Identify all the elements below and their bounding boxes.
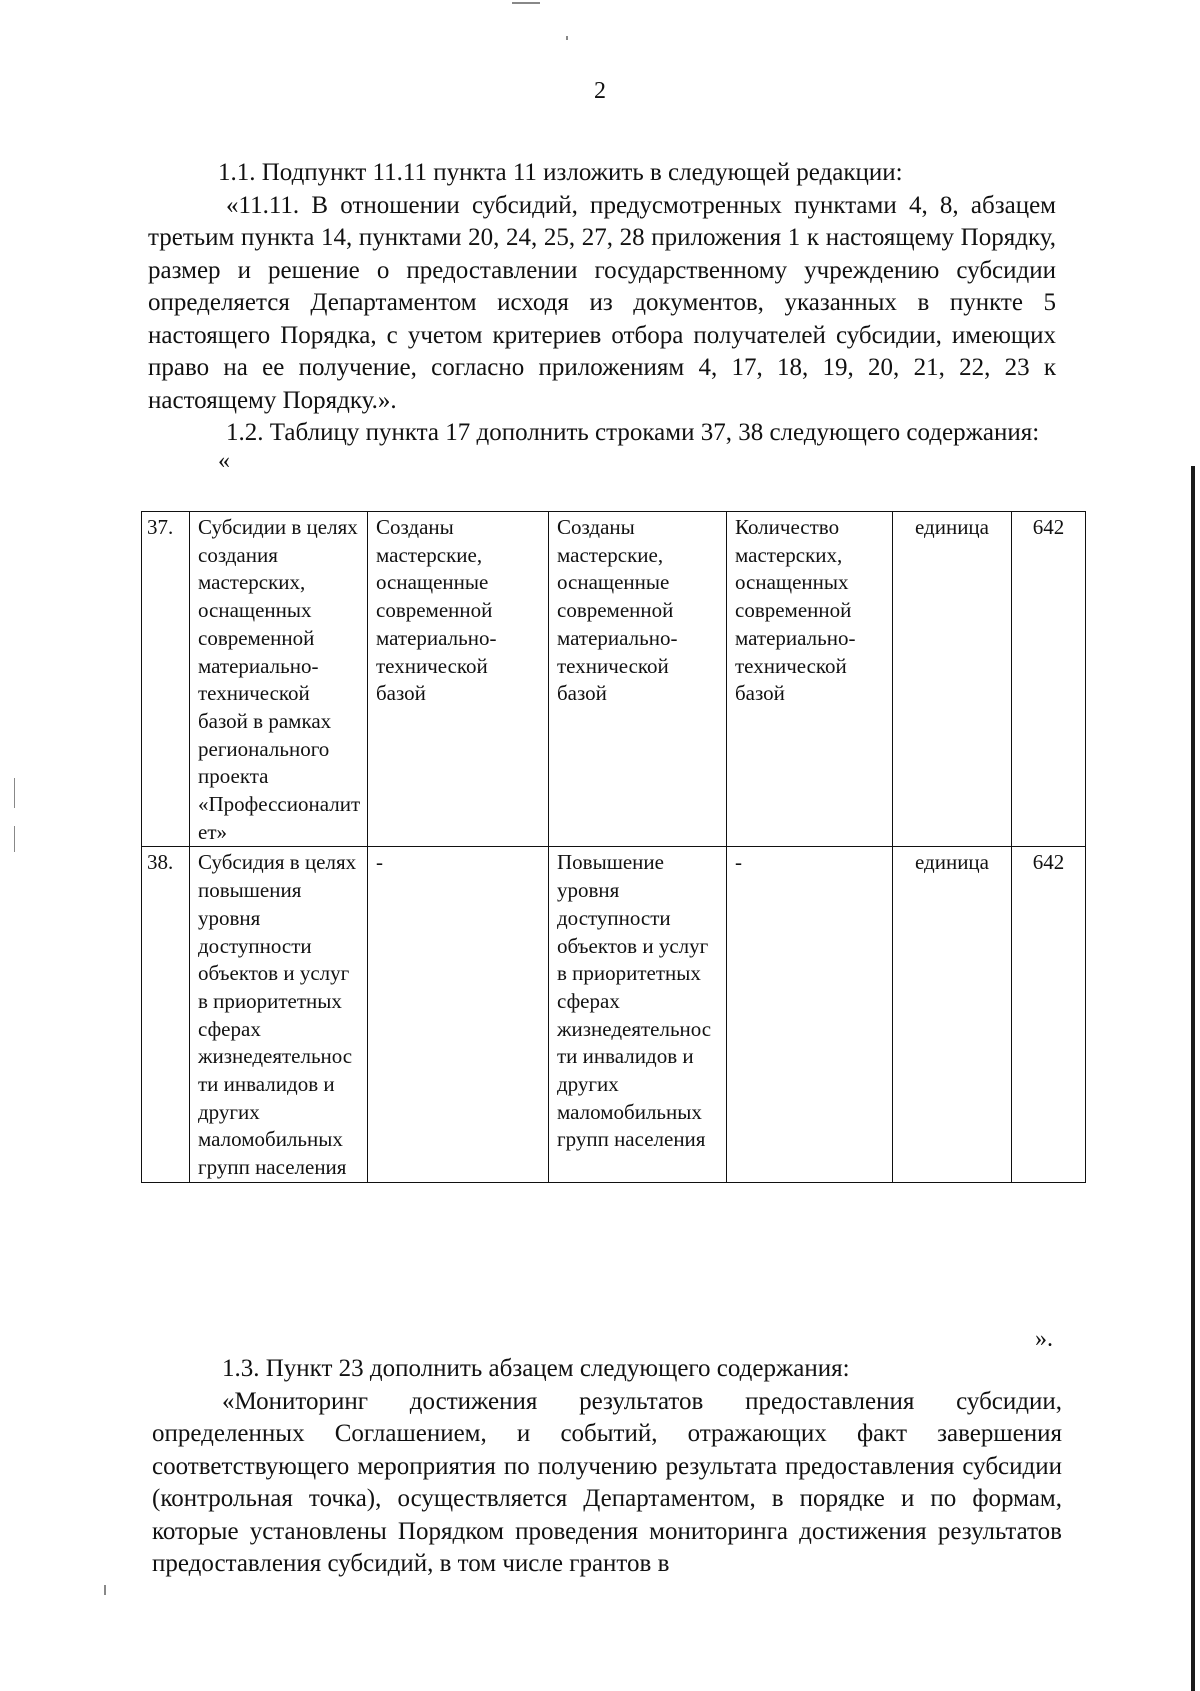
scan-speck	[104, 1585, 106, 1595]
table-row	[142, 847, 1086, 1182]
top-text	[148, 157, 1056, 472]
row-number: 37.	[142, 512, 190, 847]
bottom-text	[152, 1353, 1062, 1581]
scan-speck	[566, 36, 568, 40]
row-number: 38.	[142, 847, 190, 1182]
result-cell: -	[368, 847, 549, 1182]
result-description-cell: Созданы мастерские, оснащенные современной материально-технической базой	[549, 512, 727, 847]
quote-close: ».	[1035, 1326, 1053, 1352]
unit-cell: единица	[893, 847, 1012, 1182]
scan-edge-line	[1191, 466, 1195, 1691]
scan-speck	[14, 826, 15, 852]
paragraph-1-3: 1.3. Пункт 23 дополнить абзацем следующего содержания:	[222, 1355, 850, 1382]
table-row	[142, 512, 1086, 847]
indicator-table	[141, 511, 1086, 1183]
subsidy-name-cell: Субсидии в целях создания мастерских, оснащенных современной материально-технической базой в рамках регионального проекта «Профессионалитет»	[190, 512, 368, 847]
indicator-cell: -	[727, 847, 893, 1182]
result-cell: Созданы мастерские, оснащенные современной материально-технической базой	[368, 512, 549, 847]
scan-speck	[14, 778, 15, 808]
okei-code-cell: 642	[1012, 512, 1086, 847]
result-description-cell: Повышение уровня доступности объектов и услуг в приоритетных сферах жизнедеятельности инвалидов и других маломобильных групп населения	[549, 847, 727, 1182]
indicator-cell: Количество мастерских, оснащенных современной материально-технической базой	[727, 512, 893, 847]
subsidy-name-cell: Субсидия в целях повышения уровня доступности объектов и услуг в приоритетных сферах жизнедеятельности инвалидов и других маломобильных групп населения	[190, 847, 368, 1182]
okei-code-cell: 642	[1012, 847, 1086, 1182]
paragraph-11-11: «11.11. В отношении субсидий, предусмотренных пунктами 4, 8, абзацем третьим пункта 14, пунктами 20, 24, 25, 27, 28 приложения 1 к настоящему Порядку, размер и решение о предоставлении государственному учреждению субсидии определяется Департаментом исходя из документов, указанных в пункте 5 настоящего Порядка, с учетом критериев отбора получателей субсидии, имеющих право на ее получение, согласно приложениям 4, 17, 18, 19, 20, 21, 22, 23 к настоящему Порядку.».	[148, 191, 1056, 414]
paragraph-1-2: 1.2. Таблицу пункта 17 дополнить строками 37, 38 следующего содержания:	[226, 419, 1040, 446]
scan-speck	[512, 2, 540, 4]
paragraph-1-1: 1.1. Подпункт 11.11 пункта 11 изложить в следующей редакции:	[218, 159, 903, 186]
paragraph-monitoring: «Мониторинг достижения результатов предоставления субсидии, определенных Соглашением, и событий, отражающих факт завершения соответствующего мероприятия по получению результата предоставления субсидии (контрольная точка), осуществляется Департаментом, в порядке и по формам, которые установлены Порядком проведения мониторинга достижения результатов предоставления субсидий, в том числе грантов в	[152, 1387, 1062, 1577]
unit-cell: единица	[893, 512, 1012, 847]
page-number: 2	[594, 78, 606, 104]
quote-open: «	[218, 447, 230, 474]
